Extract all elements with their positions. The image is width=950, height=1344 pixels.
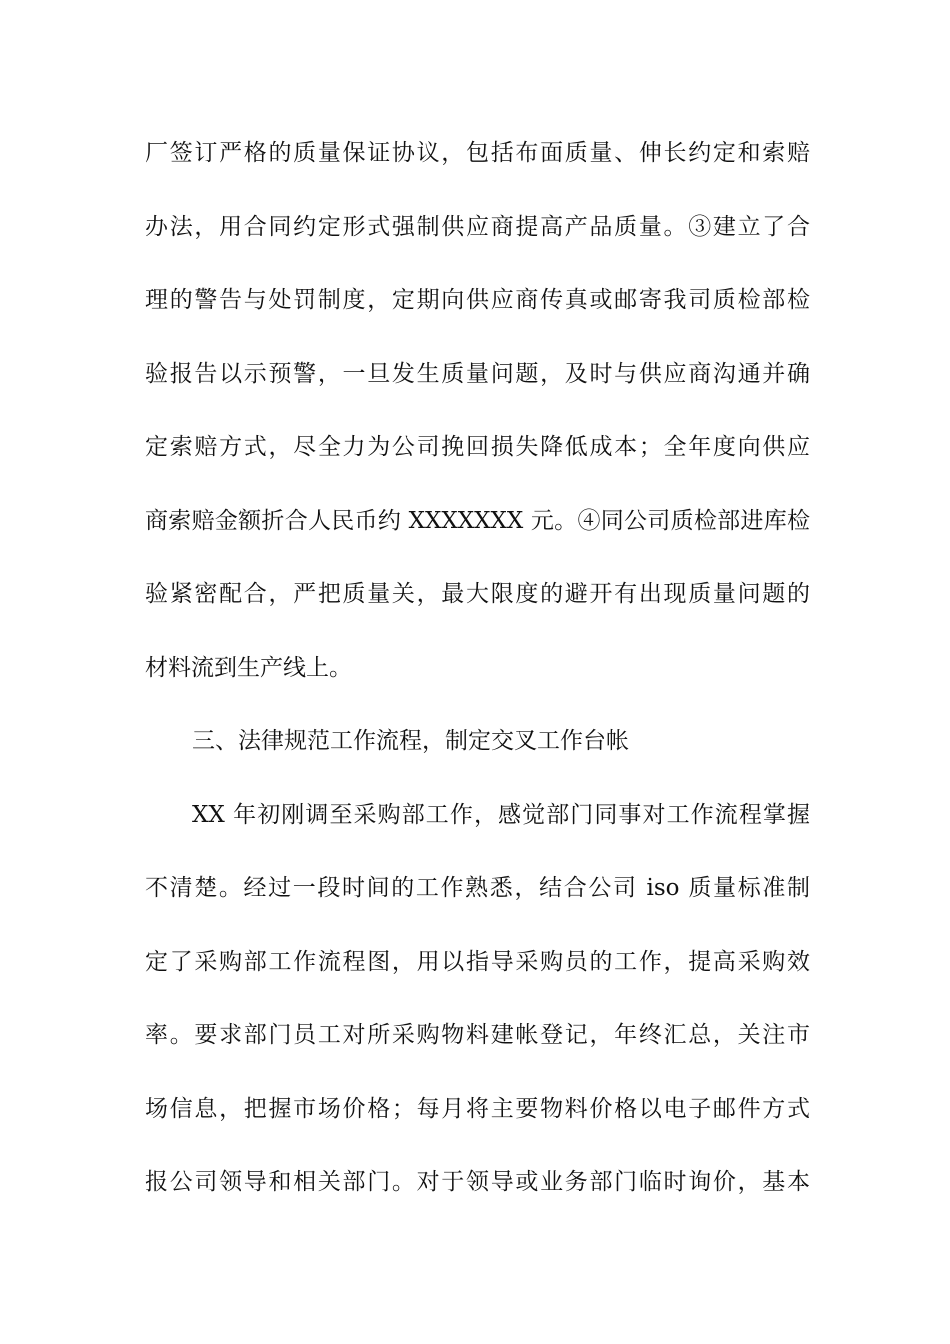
text-line: 定了采购部工作流程图，用以指导采购员的工作，提高采购效 bbox=[145, 948, 810, 975]
text-line: 场信息，把握市场价格；每月将主要物料价格以电子邮件方式 bbox=[145, 1095, 810, 1122]
text-line: 办法，用合同约定形式强制供应商提高产品质量。③建立了合 bbox=[145, 213, 810, 240]
text-line: 材料流到生产线上。 bbox=[145, 654, 352, 681]
text-line: 商索赔金额折合人民币约 XXXXXXX 元。④同公司质检部进库检 bbox=[145, 507, 810, 534]
section-heading: 三、法律规范工作流程，制定交叉工作台帐 bbox=[192, 728, 629, 754]
text-line: 率。要求部门员工对所采购物料建帐登记，年终汇总，关注市 bbox=[145, 1022, 810, 1048]
text-line: 不清楚。经过一段时间的工作熟悉，结合公司 iso 质量标准制 bbox=[145, 875, 810, 901]
text-line: 验紧密配合，严把质量关，最大限度的避开有出现质量问题的 bbox=[145, 581, 810, 607]
text-line: 厂签订严格的质量保证协议，包括布面质量、伸长约定和索赔 bbox=[145, 140, 810, 166]
text-line: 验报告以示预警，一旦发生质量问题，及时与供应商沟通并确 bbox=[145, 360, 810, 387]
text-line: 报公司领导和相关部门。对于领导或业务部门临时询价，基本 bbox=[145, 1169, 810, 1195]
text-line: XX 年初刚调至采购部工作，感觉部门同事对工作流程掌握 bbox=[192, 801, 810, 828]
text-line: 理的警告与处罚制度，定期向供应商传真或邮寄我司质检部检 bbox=[145, 287, 810, 313]
document-body bbox=[145, 130, 810, 1233]
text-line: 定索赔方式，尽全力为公司挽回损失降低成本；全年度向供应 bbox=[145, 434, 810, 460]
